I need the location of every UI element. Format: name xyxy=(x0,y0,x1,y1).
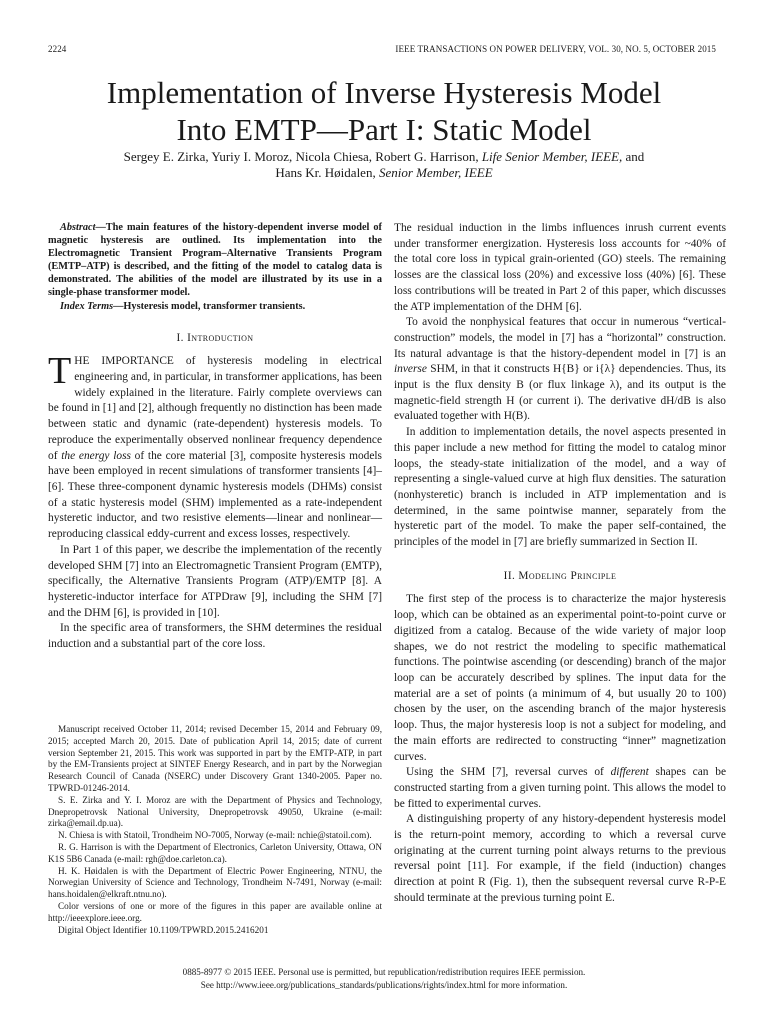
left-column xyxy=(48,221,382,653)
section-heading-introduction: I. Introduction xyxy=(176,331,254,344)
modeling-paragraph-2 xyxy=(394,765,726,812)
right-p2-a: To avoid the nonphysical features that occur in numerous “vertical-construction” models, the model in [7] has a “horizontal” construction. Its natural advantage is that the history-dependent model in [7] is an xyxy=(394,316,726,360)
intro-p1-emphasis: the energy loss xyxy=(61,449,131,462)
modeling-p2-b: shapes can be constructed starting from a given turning point. This allows the model to be fitted to experimental curves. xyxy=(394,766,726,810)
modeling-p2-a: Using the SHM [7], reversal curves of xyxy=(406,766,611,779)
modeling-paragraph-3: A distinguishing property of any history-dependent hysteresis model is the return-point memory, according to which a reversal curve originating at the current turning point always returns to the previous reversal point [11]. For example, if the field (induction) changes direction at point R (Fig. 1), then the subsequent reversal curve R-P-E should terminate at the previous turning point E. xyxy=(394,813,726,904)
footnote-harrison: R. G. Harrison is with the Department of Electronics, Carleton University, Ottawa, ON K1S 5B6 Canada (e-mail: rgh@doe.carleton.ca). xyxy=(48,841,382,864)
title-line-2: Into EMTP—Part I: Static Model xyxy=(176,112,592,147)
footnote-color-versions: Color versions of one or more of the figures in this paper are available online at http://ieeexplore.ieee.org. xyxy=(48,900,382,923)
journal-header: IEEE TRANSACTIONS ON POWER DELIVERY, VOL. 30, NO. 5, OCTOBER 2015 xyxy=(395,44,716,54)
abstract xyxy=(48,221,382,300)
drop-cap: T xyxy=(48,350,72,393)
index-terms xyxy=(48,300,382,313)
author-role-2: Senior Member, IEEE xyxy=(375,165,493,180)
right-paragraph-2 xyxy=(394,315,726,425)
authors-line-1 xyxy=(0,149,768,165)
paper-title xyxy=(0,74,768,148)
title-line-1: Implementation of Inverse Hysteresis Model xyxy=(106,75,662,110)
right-paragraph-1: The residual induction in the limbs influences inrush current events under transformer energization. Hysteresis loss accounts for ~40% of the total core loss in typical grain-oriented (GO) steels. The remaining losses are the classical loss (20%) and excessive loss (40%) [6]. These loss contributions will be treated in Part 2 of this paper, which discusses the ATP implementation of the DHM [6]. xyxy=(394,222,726,313)
modeling-paragraph-1: The first step of the process is to characterize the major hysteresis loop, which can be obtained as an experimental point-to-point curve or digitized from a catalog. Because of the wide variety of major loop shapes, we do not restrict the modeling to specific mathematical functions. The pointwise ascending (or descending) branch of the major loop can be accurately described by splines. The input data for the material are a set of points (a minimum of 4, but usually 20 to 100) chosen by the user, on the ascending branch of the major hysteresis loop. Thus, the major hysteresis loop is not a subject for modeling, and the main efforts are redirected to constructing “inner” magnetization curves. xyxy=(394,593,726,763)
intro-p1-a: HE IMPORTANCE of hysteresis modeling in electrical engineering and, in particular, in transformer applications, has been widely explained in the literature. Fairly complete overviews can be found in [1] and [2], although frequently no distinction has been made between static and dynamic (rate-dependent) hysteresis models. To reproduce the experimentally observed nonlinear frequency dependence of xyxy=(48,355,382,462)
footnote-hoidalen: H. K. Høidalen is with the Department of Electric Power Engineering, NTNU, the Norwegian University of Science and Technology, Trondheim N-7491, Norway (e-mail: hans.hoidalen@elkraft.ntnu.no). xyxy=(48,865,382,900)
intro-p1-b: of the core material [3], composite hysteresis models have been employed in recent simulations of transformer transients [4]–[6]. These three-component dynamic hysteresis models (DHMs) consist of a static hysteresis model (SHM) implemented as a rate-independent hysteretic inductor, and two resistive elements—linear and nonlinear—reproducing classical eddy-current and excess losses, respectively. xyxy=(48,449,382,541)
intro-paragraph-2: In Part 1 of this paper, we describe the implementation of the recently developed SHM [7] into an Electromagnetic Transient Program (EMTP), specifically, the Alternative Transients Program (ATP)/EMTP [8]. A hysteretic-inductor interface for ATPDraw [9], including the SHM [7] and the DHM [6], is provided in [10]. xyxy=(48,543,382,619)
author-list xyxy=(0,149,768,181)
right-p2-emphasis: inverse xyxy=(394,363,427,376)
footnote-zirka-moroz: S. E. Zirka and Y. I. Moroz are with the Department of Physics and Technology, Dnepropetrovsk National University, Dnepropetrovsk 49050, Ukraine (e-mail: zirka@email.dp.ua). xyxy=(48,794,382,829)
rights-link-line: See http://www.ieee.org/publications_standards/publications/rights/index.html for more information. xyxy=(200,979,568,990)
section-heading-modeling-principle: II. Modeling Principle xyxy=(503,569,617,582)
footnotes xyxy=(48,724,382,936)
index-terms-text: —Hysteresis model, transformer transients. xyxy=(113,300,306,312)
authors-names-1: Sergey E. Zirka, Yuriy I. Moroz, Nicola Chiesa, Robert G. Harrison, xyxy=(123,149,479,164)
right-p2-b: SHM, in that it constructs H{B} or i{λ} dependencies. Thus, its input is the flux density B (or flux linkage λ), and its output is the magnetic-field strength H (or current i). The derivative dH/dB is also evaluated together with H(B). xyxy=(394,363,726,423)
right-column xyxy=(394,221,726,907)
copyright-footer xyxy=(0,966,768,991)
author-role-1: Life Senior Member, IEEE, xyxy=(478,149,623,164)
footnote-doi: Digital Object Identifier 10.1109/TPWRD.2015.2416201 xyxy=(58,924,269,935)
abstract-label: Abstract xyxy=(60,222,96,233)
authors-names-2: Hans Kr. Høidalen, xyxy=(275,165,376,180)
right-paragraph-3: In addition to implementation details, the novel aspects presented in this paper include a new method for fitting the model to catalog minor loops, the steady-state initialization of the model, and a way of representing a single-valued curve at high flux densities. The saturation (nonhysteretic) branch is included in ATP implementation and is determined, in the same pointwise manner, separately from the hysteretic part of the model. To make the paper self-contained, the principles of the model in [7] are briefly summarized in Section II. xyxy=(394,426,726,549)
copyright-line: 0885-8977 © 2015 IEEE. Personal use is permitted, but republication/redistribution requires IEEE permission. xyxy=(182,967,586,977)
intro-paragraph-1 xyxy=(48,350,382,542)
authors-line-2 xyxy=(0,165,768,181)
footnote-chiesa: N. Chiesa is with Statoil, Trondheim NO-7005, Norway (e-mail: nchie@statoil.com). xyxy=(58,830,372,841)
modeling-p2-emphasis: different xyxy=(610,766,649,779)
abstract-text: —The main features of the history-dependent inverse model of magnetic hysteresis are outlined. Its implementation into the Electromagnetic Transient Program–Alternative Transients Program (EMTP–ATP) is described, and the fitting of the model to catalog data is demonstrated. The abilities of the model are illustrated by its use in a single-phase transformer model. xyxy=(48,222,382,299)
page-number: 2224 xyxy=(48,44,67,54)
authors-and: and xyxy=(622,149,645,164)
index-terms-label: Index Terms xyxy=(60,300,114,312)
footnote-manuscript: Manuscript received October 11, 2014; revised December 15, 2014 and February 09, 2015; accepted March 20, 2015. Date of publication April 14, 2015; date of current version September 21, 2015. This work was supported in part by the EMTP-ATP, in part by the EM-Transients project at SINTEF Energy Research, and in part by the Norwegian Research Council of Canada (NSERC) under Discovery Grant 1340-2005. Paper no. TPWRD-01246-2014. xyxy=(48,724,382,793)
intro-paragraph-3: In the specific area of transformers, the SHM determines the residual induction and a substantial part of the core loss. xyxy=(48,622,382,651)
